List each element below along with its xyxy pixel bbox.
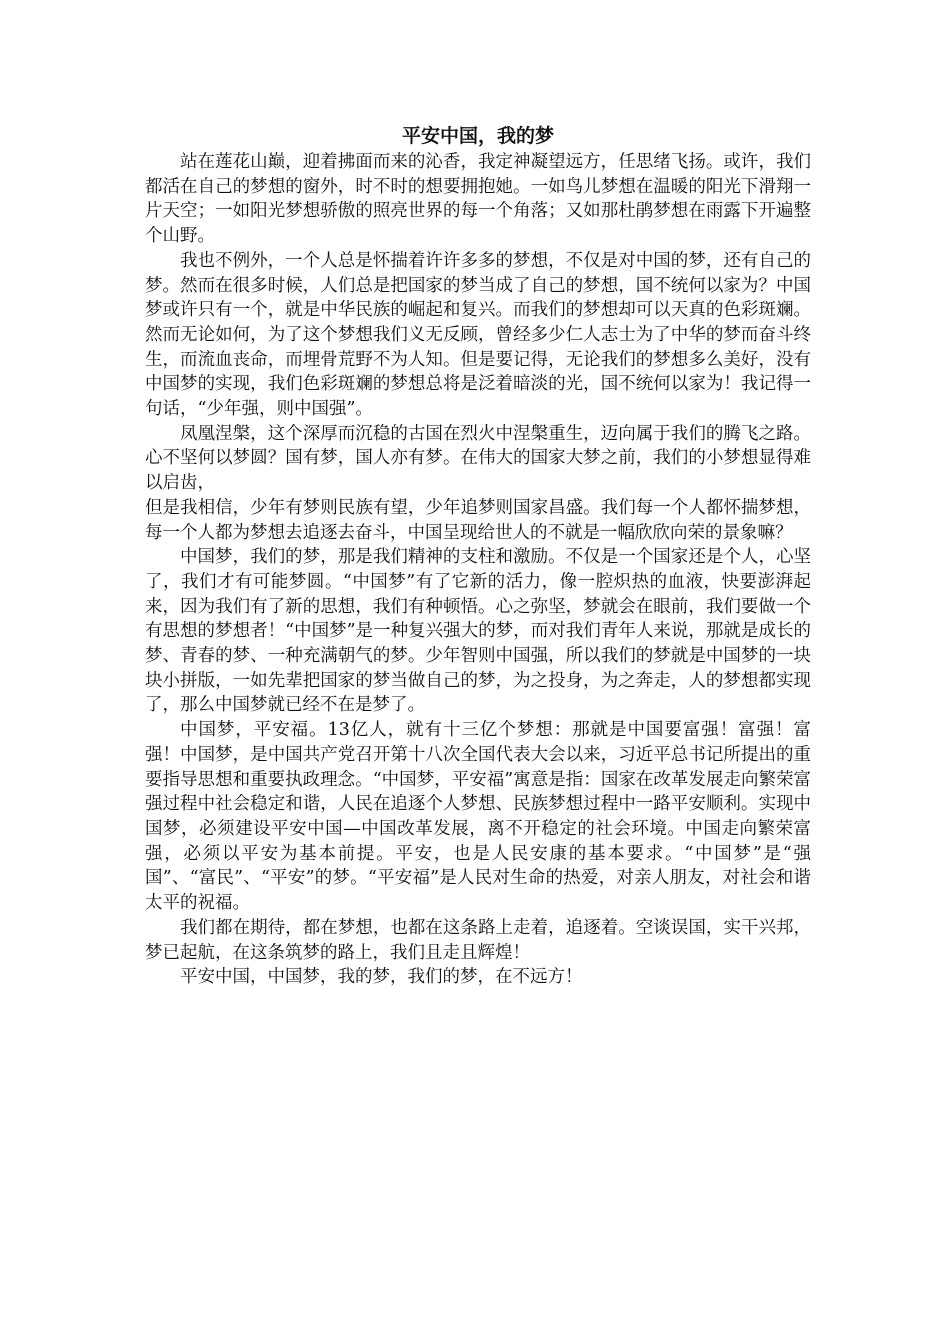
document-title: 平安中国，我的梦 xyxy=(401,125,554,147)
paragraph-5: 中国梦，我们的梦，那是我们精神的支柱和激励。不仅是一个国家还是个人，心坚了，我们才有可能梦圆。“中国梦”有了它新的活力，像一腔炽热的血液，快要澎湃起来，因为我们有了新的思想，我们有种顿悟。心之弥坚，梦就会在眼前，我们要做一个有思想的梦想者！“中国梦”是一种复兴强大的梦，而对我们青年人来说，那就是成长的梦、青春的梦、一种充满朝气的梦。少年智则中国强，所以我们的梦就是中国梦的一块块小拼版，一如先辈把国家的梦当做自己的梦，为之投身，为之奔走，人的梦想都实现了，那么中国梦就已经不在是梦了。 xyxy=(145,547,811,716)
paragraph-1: 站在莲花山巅，迎着拂面而来的沁香，我定神凝望远方，任思绪飞扬。或许，我们都活在自己的梦想的窗外，时不时的想要拥抱她。一如鸟儿梦想在温暖的阳光下滑翔一片天空；一如阳光梦想骄傲的照亮世界的每一个角落；又如那杜鹃梦想在雨露下开遍整个山野。 xyxy=(145,152,811,247)
paragraph-8: 平安中国，中国梦，我的梦，我们的梦，在不远方！ xyxy=(180,967,583,988)
paragraph-2: 我也不例外，一个人总是怀揣着许许多多的梦想，不仅是对中国的梦，还有自己的梦。然而在很多时候，人们总是把国家的梦当成了自己的梦想，国不统何以家为？中国梦或许只有一个，就是中华民族的崛起和复兴。而我们的梦想却可以天真的色彩斑斓。然而无论如何，为了这个梦想我们义无反顾，曾经多少仁人志士为了中华的梦而奋斗终生，而流血丧命，而埋骨荒野不为人知。但是要记得，无论我们的梦想多么美好，没有中国梦的实现，我们色彩斑斓的梦想总将是泛着暗淡的光，国不统何以家为！我记得一句话，“少年强，则中国强”。 xyxy=(145,250,811,420)
paragraph-3: 凤凰涅槃，这个深厚而沉稳的古国在烈火中涅槃重生，迈向属于我们的腾飞之路。心不坚何以梦圆？国有梦，国人亦有梦。在伟大的国家大梦之前，我们的小梦想显得难以启齿， xyxy=(145,423,811,494)
document-body xyxy=(145,122,811,990)
paragraph-7: 我们都在期待，都在梦想，也都在这条路上走着，追逐着。空谈误国，实干兴邦，梦已起航，在这条筑梦的路上，我们且走且辉煌！ xyxy=(145,917,811,963)
paragraph-6: 中国梦，平安福。13亿人，就有十三亿个梦想：那就是中国要富强！富强！富强！中国梦，是中国共产党召开第十八次全国代表大会以来，习近平总书记所提出的重要指导思想和重要执政理念。“中国梦，平安福”寓意是指：国家在改革发展走向繁荣富强过程中社会稳定和谐，人民在追逐个人梦想、民族梦想过程中一路平安顺利。实现中国梦，必须建设平安中国—中国改革发展，离不开稳定的社会环境。中国走向繁荣富强，必须以平安为基本前提。平安，也是人民安康的基本要求。“中国梦”是“强国”、“富民”、“平安”的梦。“平安福”是人民对生命的热爱，对亲人朋友，对社会和谐太平的祝福。 xyxy=(145,720,811,914)
paragraph-4: 但是我相信，少年有梦则民族有望，少年追梦则国家昌盛。我们每一个人都怀揣梦想，每一个人都为梦想去追逐去奋斗，中国呈现给世人的不就是一幅欣欣向荣的景象嘛？ xyxy=(145,497,811,543)
